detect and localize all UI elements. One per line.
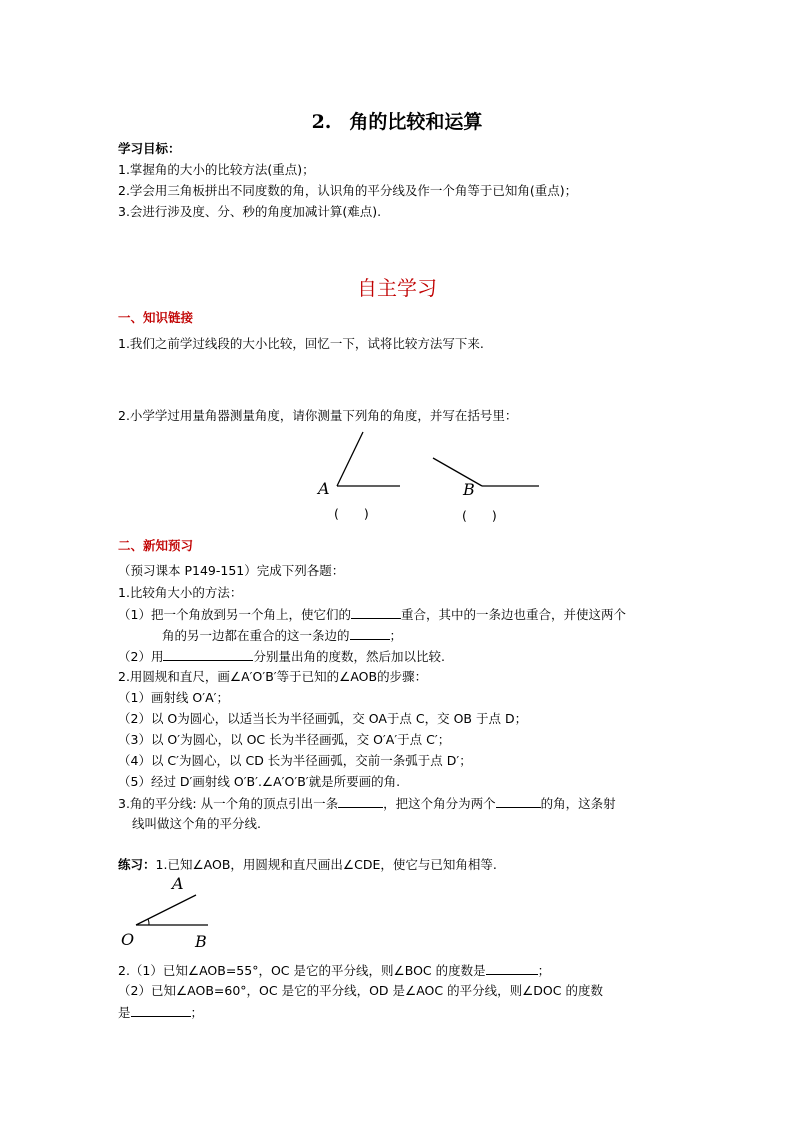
practice-label: 练习： (118, 857, 156, 872)
angle-b-label: B (463, 480, 475, 499)
practice-question-2-1-b: ； (537, 963, 551, 978)
method-line-1-b: 重合，其中的一条边也重合，并使这两个 (400, 607, 626, 622)
method-line-1-a: （1）把一个角放到另一个角上，使它们的 (118, 607, 351, 622)
part1-question-2: 2.小学学过用量角器测量角度，请你测量下列角的角度，并写在括号里： (118, 408, 518, 423)
objective-1: 1.掌握角的大小的比较方法(重点)； (118, 162, 315, 177)
construction-title: 2.用圆规和直尺，画∠A′O′B′等于已知的∠AOB的步骤： (118, 669, 428, 684)
section-title: 自主学习 (357, 276, 437, 300)
practice-question-2-2-end-a: 是 (118, 1005, 131, 1020)
bisector-line-1-a: 3.角的平分线: 从一个角的顶点引出一条 (118, 796, 339, 811)
practice-question-2-2: （2）已知∠AOB=60°，OC 是它的平分线，OD 是∠AOC 的平分线，则∠DOC 的度数 (118, 983, 603, 998)
part2-intro: （预习课本 P149-151）完成下列各题： (118, 563, 345, 578)
objective-3: 3.会进行涉及度、分、秒的角度加减计算(难点). (118, 204, 382, 219)
practice-question-2-2-end (118, 1004, 203, 1021)
method-line-3-a: （2）用 (118, 649, 164, 664)
practice-angle-side-line (136, 895, 196, 925)
angle-a-answer-paren: ( ) (334, 506, 369, 521)
construction-step-5: （5）经过 D′画射线 O′B′.∠A′O′B′就是所要画的角. (118, 774, 401, 789)
practice-label-b: B (195, 932, 207, 951)
bisector-line-2: 线叫做这个角的平分线. (132, 816, 261, 831)
angle-b-answer-paren: ( ) (462, 508, 497, 523)
method-line-3-b: 分别量出角的度数，然后加以比较. (253, 649, 445, 664)
practice-question-2-1-a: 2.（1）已知∠AOB=55°，OC 是它的平分线，则∠BOC 的度数是 (118, 963, 486, 978)
part1-question-1: 1.我们之前学过线段的大小比较，回忆一下，试将比较方法写下来. (118, 336, 484, 351)
part2-heading: 二、新知预习 (118, 538, 194, 553)
practice-label-o: O (121, 930, 135, 949)
construction-step-3: （3）以 O′为圆心，以 OC 长为半径画弧，交 O′A′于点 C′； (118, 732, 451, 747)
angle-a-label: A (318, 479, 330, 498)
bisector-line-1-b: ，把这个角分为两个 (383, 796, 496, 811)
construction-step-2: （2）以 O为圆心，以适当长为半径画弧，交 OA于点 C，交 OB 于点 D； (118, 711, 528, 726)
practice-label-a: A (172, 874, 184, 893)
title-text: 角的比较和运算 (349, 111, 483, 133)
practice-question-2-1 (118, 962, 550, 979)
construction-step-1: （1）画射线 O′A′； (118, 690, 229, 705)
construction-step-4: （4）以 C′为圆心，以 CD 长为半径画弧，交前一条弧于点 D′； (118, 753, 472, 768)
method-title: 1.比较角大小的方法： (118, 585, 243, 600)
method-line-2-b: ； (389, 628, 403, 643)
objectives-heading: 学习目标： (118, 141, 181, 156)
blank-doc[interactable] (131, 1004, 191, 1017)
bisector-line-1-c: 的角，这条射 (540, 796, 616, 811)
title-number: 2. (311, 111, 332, 133)
method-line-2-a: 角的另一边都在重合的这一条边的 (162, 628, 350, 643)
practice-question-2-2-end-b: ； (190, 1005, 204, 1020)
part1-heading: 一、知识链接 (118, 310, 194, 325)
objective-2: 2.学会用三角板拼出不同度数的角，认识角的平分线及作一个角等于已知角(重点)； (118, 183, 578, 198)
practice-question-1-text: 1.已知∠AOB，用圆规和直尺画出∠CDE，使它与已知角相等. (155, 857, 497, 872)
blank-boc[interactable] (486, 962, 538, 975)
practice-angle-arc (148, 919, 149, 925)
